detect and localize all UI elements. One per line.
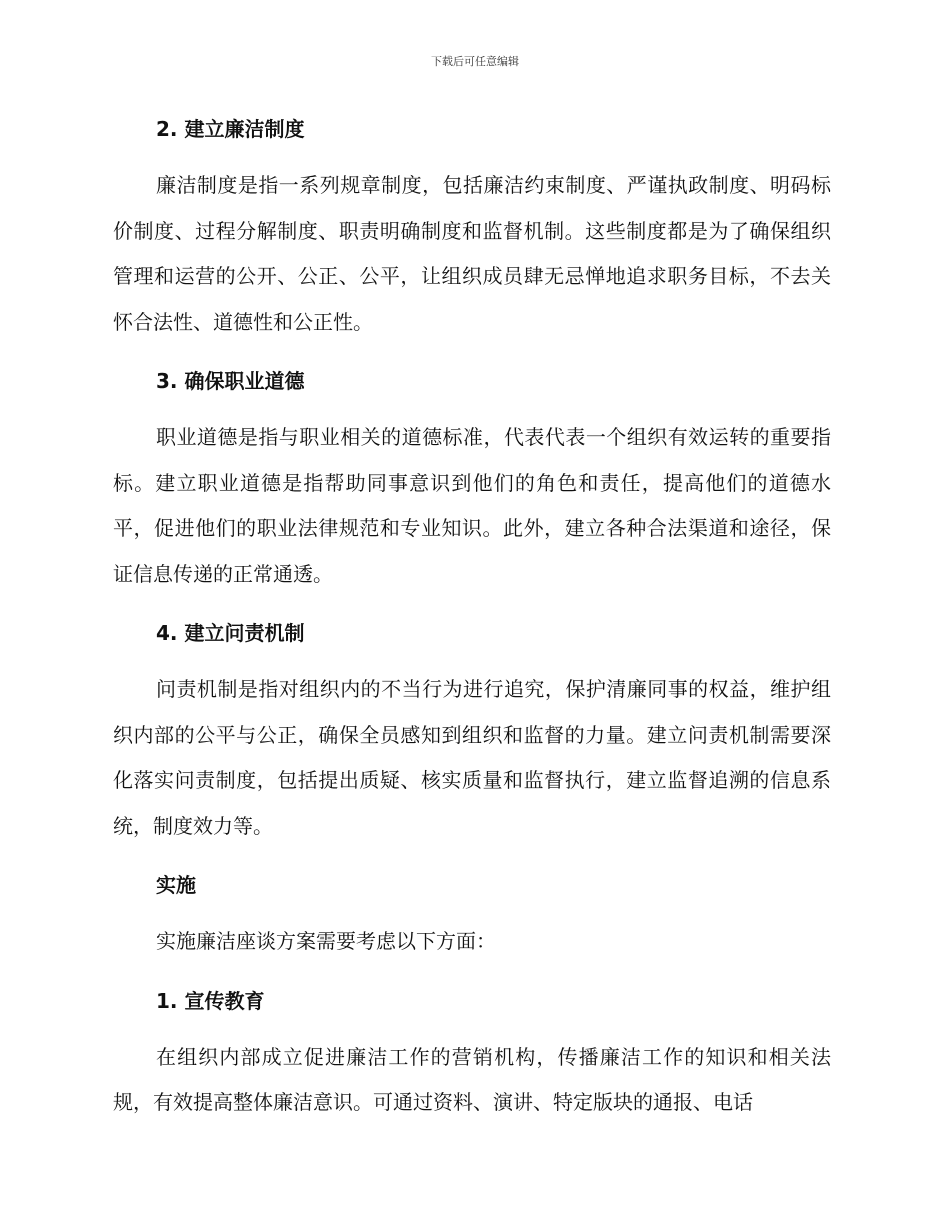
section-heading: 4. 建立问责机制 (156, 621, 305, 645)
section-heading: 实施 (156, 873, 196, 897)
section-paragraph: 问责机制是指对组织内的不当行为进行追究，保护清廉同事的权益，维护组织内部的公平与公正，确保全员感知到组织和监督的力量。建立问责机制需要深化落实问责制度，包括提出质疑、核实质量和监督执行，建立监督追溯的信息系统，制度效力等。 (113, 677, 831, 838)
section-heading: 1. 宣传教育 (156, 988, 265, 1013)
section-paragraph: 实施廉洁座谈方案需要考虑以下方面： (156, 929, 496, 953)
section-heading: 3. 确保职业道德 (156, 369, 305, 393)
document-body (113, 109, 831, 1126)
section-paragraph: 在组织内部成立促进廉洁工作的营销机构，传播廉洁工作的知识和相关法规，有效提高整体廉洁意识。可通过资料、演讲、特定版块的通报、电话 (113, 1044, 831, 1114)
section-paragraph: 廉洁制度是指一系列规章制度，包括廉洁约束制度、严谨执政制度、明码标价制度、过程分解制度、职责明确制度和监督机制。这些制度都是为了确保组织管理和运营的公开、公正、公平，让组织成员肆无忌惮地追求职务目标，不去关怀合法性、道德性和公正性。 (113, 173, 831, 334)
page-header: 下载后可任意编辑 (431, 55, 519, 68)
section-heading: 2. 建立廉洁制度 (156, 117, 305, 141)
section-paragraph: 职业道德是指与职业相关的道德标准，代表代表一个组织有效运转的重要指标。建立职业道德是指帮助同事意识到他们的角色和责任，提高他们的道德水平，促进他们的职业法律规范和专业知识。此外，建立各种合法渠道和途径，保证信息传递的正常通透。 (113, 425, 831, 586)
